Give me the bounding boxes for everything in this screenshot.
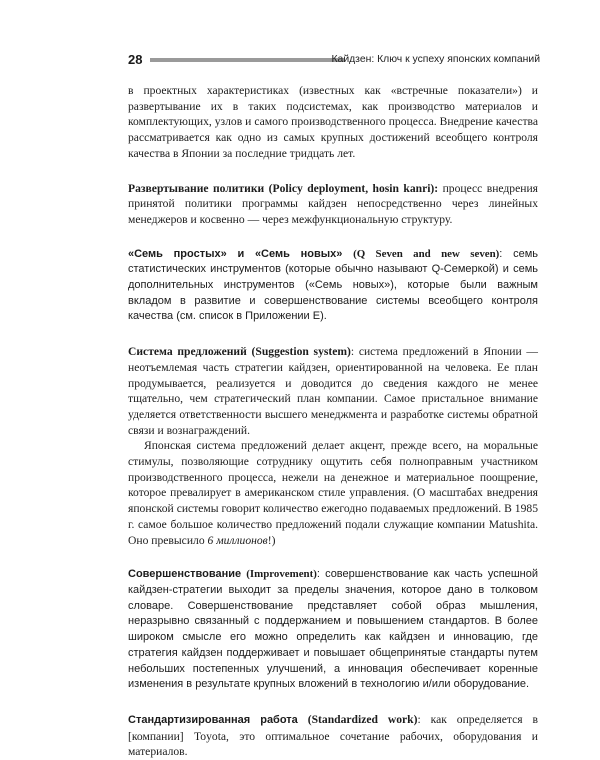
- term-english: (Improvement): [246, 568, 317, 581]
- entry-seven-tools: [128, 247, 538, 326]
- term-heading: Развертывание политики: [128, 181, 265, 195]
- term-heading: Система предложений: [128, 345, 247, 359]
- suggestion-second-paragraph: Японская система предложений делает акцент, прежде всего, на моральные стимулы, позволяющие сотруднику ощутить себя полноправным участником производственного процесса, нежели на денежное и материальное поощрение, которое превалирует в американском стиле управления. (О масштабах внедрения японской системы говорит количество ежегодно подаваемых предложений. В 1985 г. самое большое количество предложений подали служащие компании Matushita. Оно превысило 6 миллионов!): [128, 439, 538, 547]
- term-heading: Стандартизированная работа: [128, 713, 298, 726]
- term-english: (Q Seven and new seven): [353, 247, 500, 260]
- running-title: Кайдзен: Ключ к успеху японских компаний: [331, 54, 540, 65]
- emphasis-text: 6 миллионов: [207, 533, 268, 547]
- page-body: [128, 83, 538, 760]
- page-header: [128, 52, 540, 68]
- term-heading: «Семь простых» и «Семь новых»: [128, 247, 343, 260]
- header-rule: [150, 58, 345, 62]
- entry-suggestion-system: [128, 344, 538, 438]
- entry-standardized-work: [128, 712, 538, 760]
- term-definition: : как определяется в [компании] Toyota, это оптимальное сочетание рабочих, оборудования и материалов.: [128, 712, 538, 759]
- entry-policy-deployment: [128, 181, 538, 228]
- term-definition: : система предложений в Японии — неотъемлемая часть стратегии кайдзен, ориентированной на человека. Ее план продумывается, реализуется и доводится до сведения каждого не менее тщательно, чем стратегический план компании. Самое пристальное внимание уделяется ответственности высшего менеджмента и разработке системы обратной связи и вознаграждений.: [128, 345, 538, 437]
- term-english: (Standardized work): [307, 712, 418, 726]
- term-definition: : совершенствование как часть успешной кайдзен-стратегии выходит за пределы значения, которое дано в толковом словаре. Совершенствование представляет собой образ мышления, неразрывно связанный с поддержанием и повышением стандартов. В более широком смысле его можно определить как кайдзен и инновацию, где стратегия кайдзен поддерживает и повышает общепринятые стандарты путем небольших постепенных улучшений, а инновация обеспечивает коренные изменения в результате крупных вложений в технологию и/или оборудование.: [128, 568, 538, 691]
- page-number: 28: [128, 52, 143, 67]
- term-heading: Совершенствование: [128, 568, 242, 581]
- intro-paragraph: в проектных характеристиках (известных как «встречные показатели») и развертывание их в таких подсистемах, как производство материалов и комплектующих, узлов и самого производственного процесса. Внедрение качества рассматривается как одно из самых крупных достижений всеобщего контроля качества в Японии за последние тридцать лет.: [128, 84, 538, 160]
- term-english: (Policy deployment, hosin kanri):: [268, 181, 439, 195]
- entry-improvement: [128, 567, 538, 693]
- term-definition: : семь статистических инструментов (которые обычно называют Q-Семеркой) и семь дополнительных инструментов («Семь новых»), которые были важным вкладом в развитие и совершенствование системы всеобщего контроля качества (см. список в Приложении Е).: [128, 247, 538, 323]
- term-definition: процесс внедрения принятой политики программы кайдзен непосредственно через линейных менеджеров и косвенно — через межфункциональную структуру.: [128, 181, 538, 226]
- term-english: (Suggestion system): [251, 345, 351, 359]
